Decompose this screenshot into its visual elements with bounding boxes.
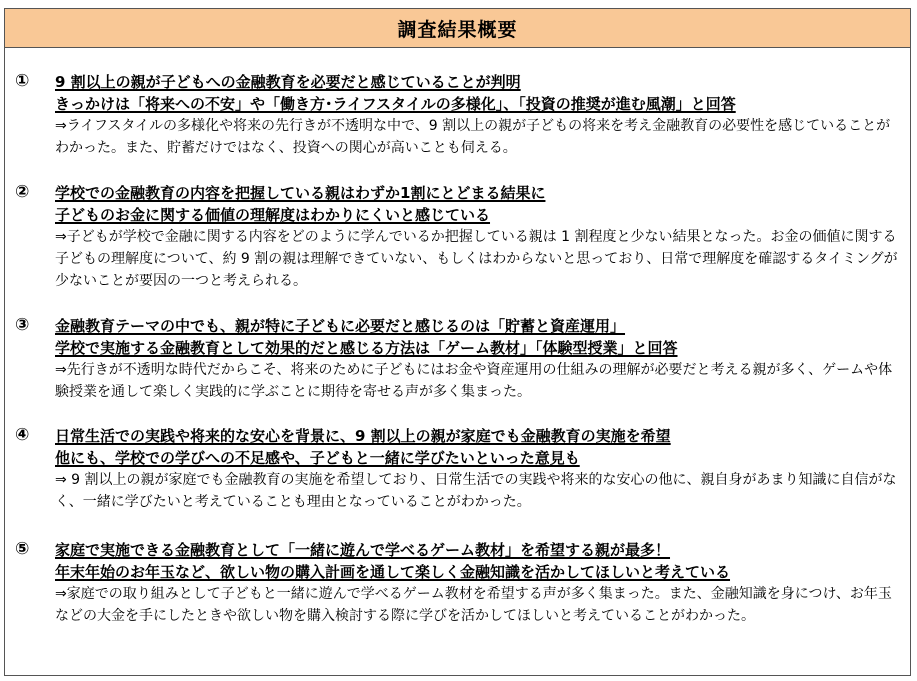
item-body: ⇒子どもが学校で金融に関する内容をどのように学んでいるか把握している親は 1 割程度と少ない結果となった。お金の価値に関する子どもの理解度について、約 9 割の親は理解できていない、もしくはわからないと思っており、日常で理解度を確認するタイミングが少ないことが要因の一つと考えられる。 xyxy=(55,229,898,289)
item-body: ⇒家庭での取り組みとして子どもと一緒に遊んで学べるゲーム教材を希望する声が多く集まった。また、金融知識を身につけ、お年玉などの大金を手にしたときや欲しい物を購入検討する際に学びを活かしてほしいと考えていることがわかった。 xyxy=(55,586,892,624)
item-headline-1: 金融教育テーマの中でも、親が特に子どもに必要だと感じるのは「貯蓄と資産運用」 xyxy=(55,317,626,335)
item-body: ⇒ 9 割以上の親が家庭でも金融教育の実施を希望しており、日常生活での実践や将来的な安心の他に、親自身があまり知識に自信がなく、一緒に学びたいと考えていることも理由となっていることがわかった。 xyxy=(55,472,897,510)
item-number: ⑤ xyxy=(15,539,30,559)
item-headline-1: 家庭で実施できる金融教育として「一緒に遊んで学べるゲーム教材」を希望する親が最多！ xyxy=(55,541,671,559)
item-number: ④ xyxy=(15,425,30,445)
item-body: ⇒ライフスタイルの多様化や将来の先行きが不透明な中で、9 割以上の親が子どもの将来を考え金融教育の必要性を感じていることがわかった。また、貯蓄だけではなく、投資への関心が高いことも伺える。 xyxy=(55,118,891,156)
item-number: ① xyxy=(15,71,30,91)
item-number: ② xyxy=(15,182,30,202)
summary-box xyxy=(4,8,911,676)
item-headline-2: 年末年始のお年玉など、欲しい物の購入計画を通して楽しく金融知識を活かしてほしいと考えている xyxy=(55,563,731,581)
item-headline-2: 学校で実施する金融教育として効果的だと感じる方法は「ゲーム教材」「体験型授業」と回答 xyxy=(55,339,678,357)
item-number: ③ xyxy=(15,315,30,335)
item-headline-1: 日常生活での実践や将来的な安心を背景に、9 割以上の親が家庭でも金融教育の実施を希望 xyxy=(55,427,671,445)
item-headline-1: 学校での金融教育の内容を把握している親はわずか1割にとどまる結果に xyxy=(55,184,546,202)
item-body: ⇒先行きが不透明な時代だからこそ、将来のために子どもにはお金や資産運用の仕組みの理解が必要だと考える親が多く、ゲームや体験授業を通して楽しく実践的に学ぶことに期待を寄せる声が多く集まった。 xyxy=(55,362,893,400)
summary-title: 調査結果概要 xyxy=(5,9,910,48)
item-headline-1: 9 割以上の親が子どもへの金融教育を必要だと感じていることが判明 xyxy=(55,73,521,91)
item-headline-2: 子どものお金に関する価値の理解度はわかりにくいと感じている xyxy=(55,206,491,224)
item-headline-2: きっかけは「将来への不安」や「働き方･ライフスタイルの多様化」、「投資の推奨が進む風潮」と回答 xyxy=(55,95,736,113)
item-headline-2: 他にも、学校での学びへの不足感や、子どもと一緒に学びたいといった意見も xyxy=(55,449,580,467)
